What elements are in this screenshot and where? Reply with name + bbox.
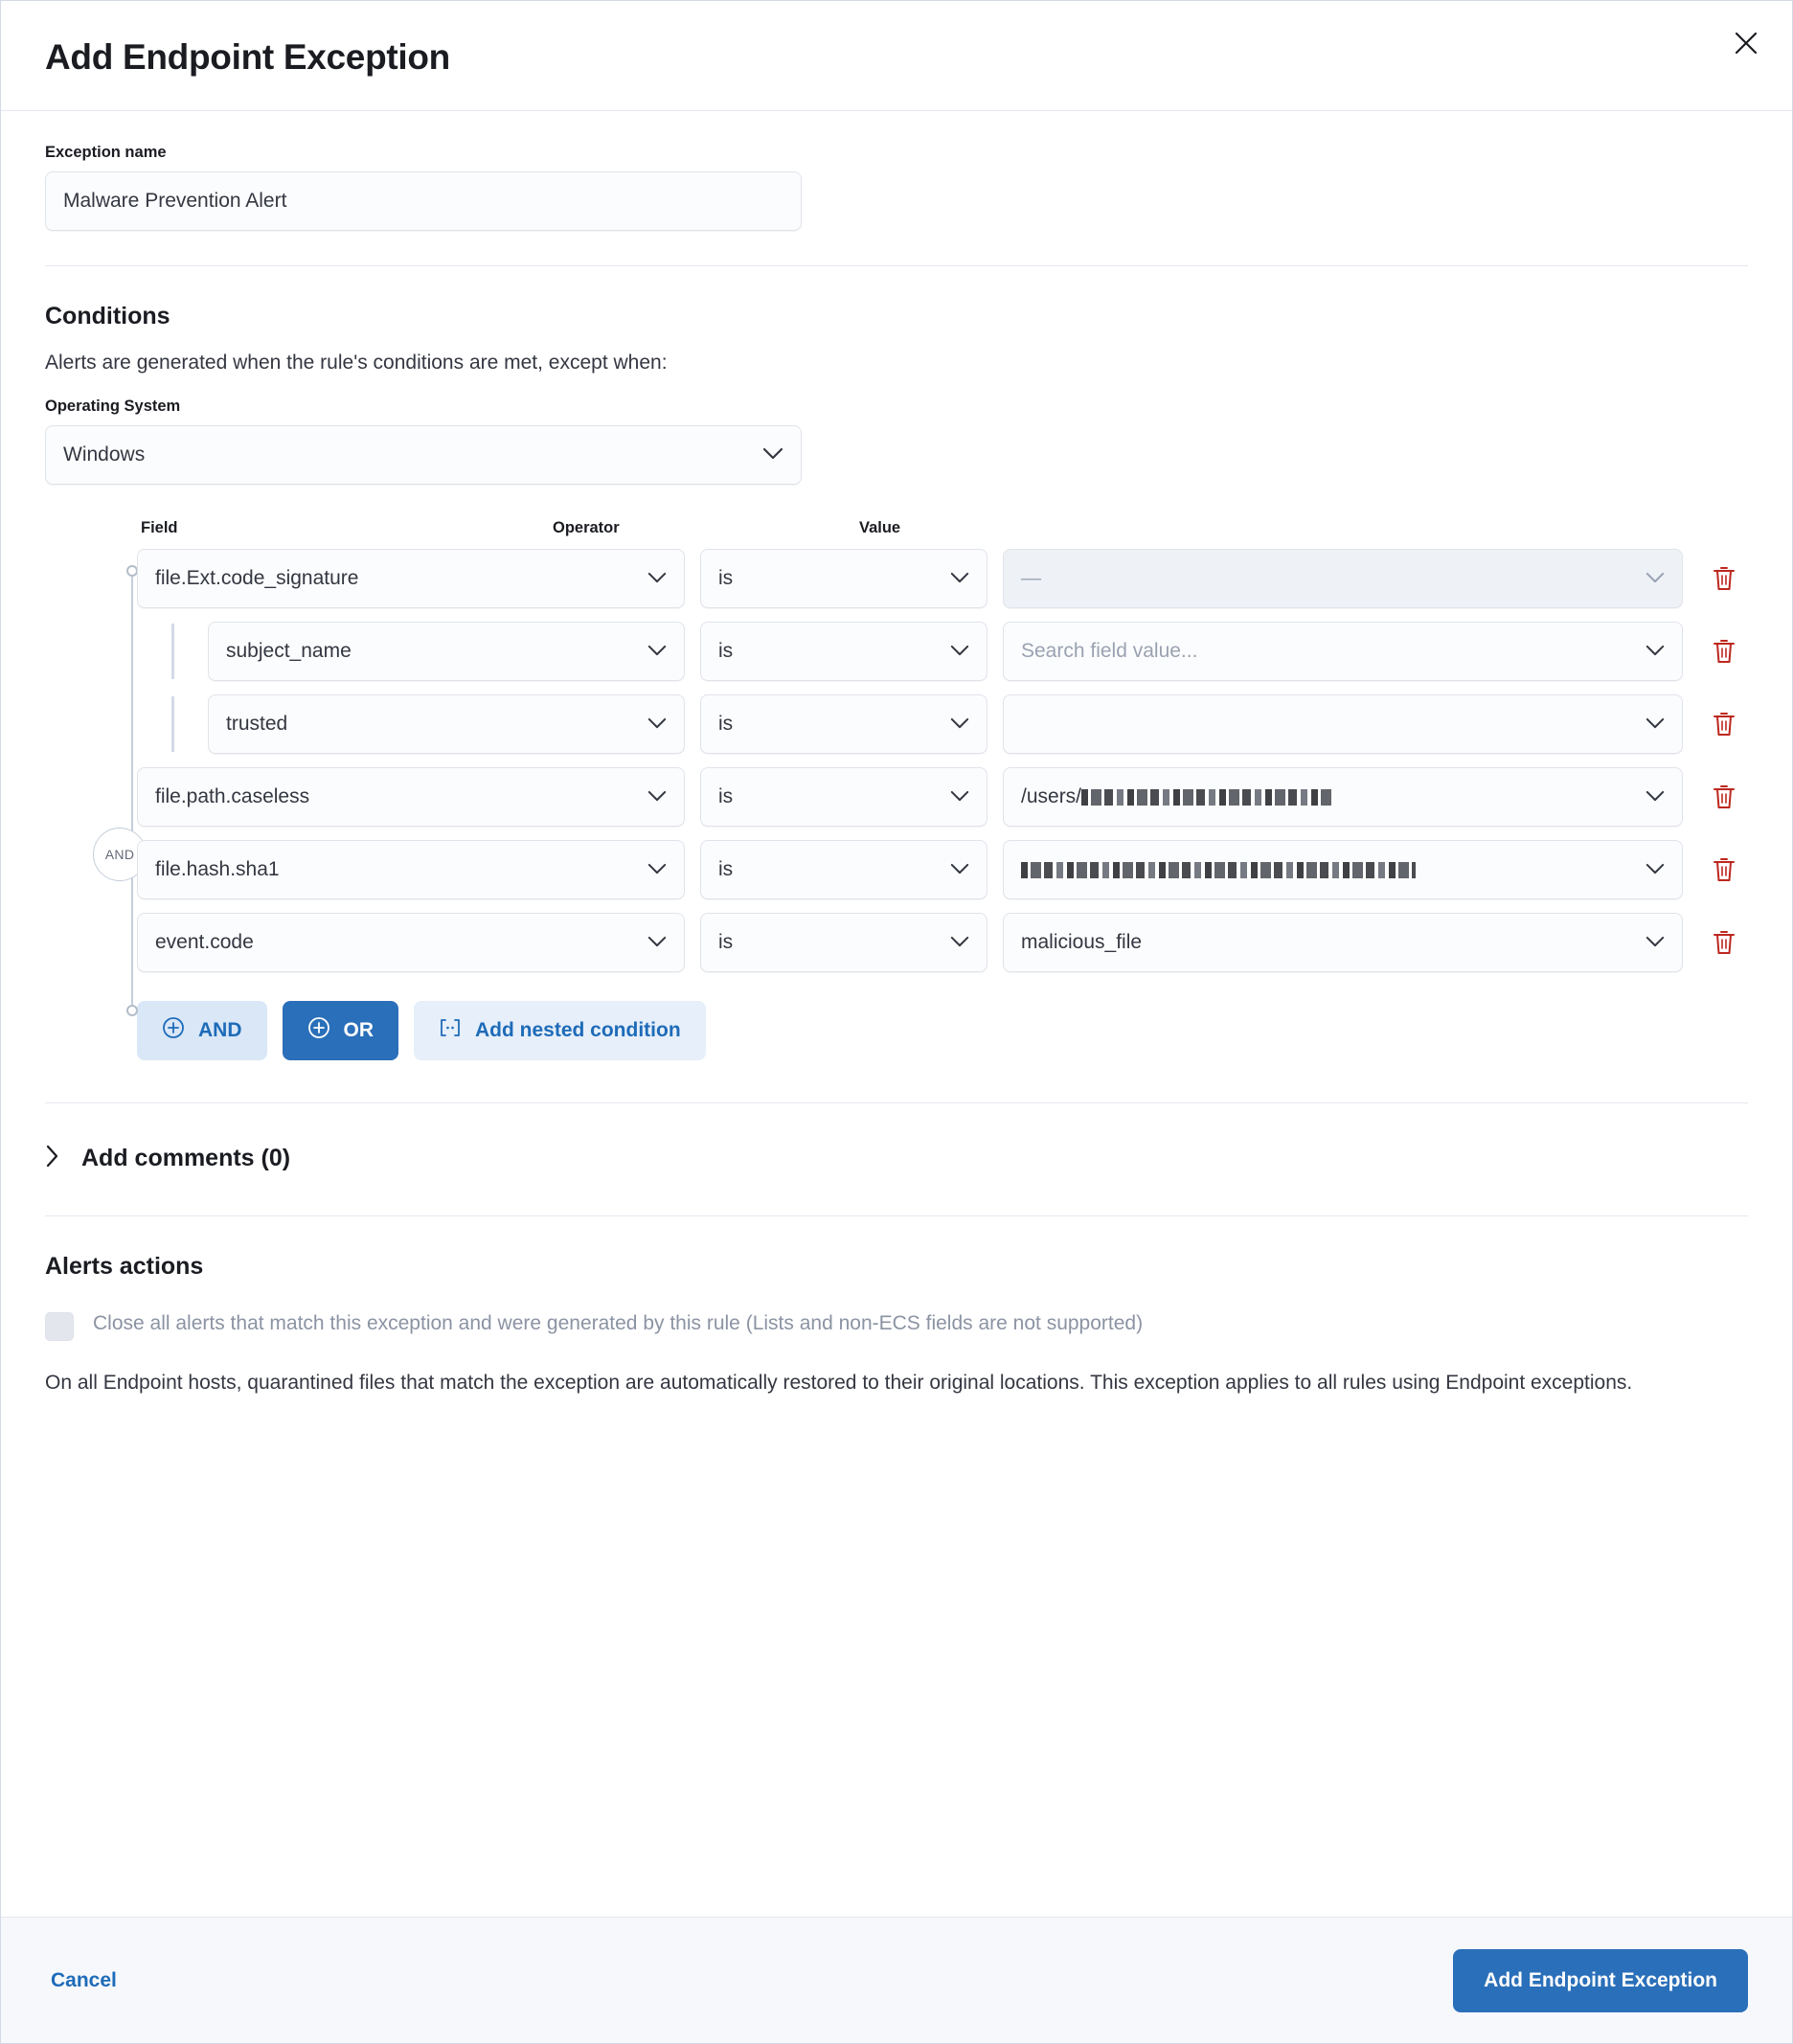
condition-operator-select[interactable]: [700, 622, 987, 681]
add-comments-label: Add comments (0): [81, 1145, 291, 1171]
page-title: Add Endpoint Exception: [45, 37, 450, 77]
chevron-down-icon: [950, 785, 969, 808]
chevron-down-icon: [647, 567, 667, 590]
condition-row-nested: [137, 622, 1748, 681]
modal-header: [1, 1, 1792, 111]
condition-value-text: —: [1021, 567, 1041, 589]
delete-condition-button[interactable]: [1700, 555, 1748, 602]
operating-system-label: Operating System: [45, 397, 181, 415]
add-nested-condition-label: Add nested condition: [475, 1019, 681, 1041]
redacted-value: [1081, 789, 1332, 806]
condition-field-select[interactable]: [137, 840, 685, 899]
condition-row: [137, 767, 1748, 827]
group-operator-badge: AND: [93, 828, 147, 881]
plus-circle-icon: [307, 1016, 330, 1045]
operating-system-select[interactable]: [45, 425, 802, 485]
chevron-down-icon: [950, 567, 969, 590]
add-and-condition-button[interactable]: [137, 1001, 267, 1060]
delete-condition-button[interactable]: [1700, 846, 1748, 894]
condition-row: [137, 549, 1748, 608]
delete-condition-button[interactable]: [1700, 627, 1748, 675]
trash-icon: [1712, 856, 1736, 883]
condition-column-headers: [137, 519, 1748, 537]
condition-row: [137, 840, 1748, 899]
condition-value-select[interactable]: [1003, 840, 1683, 899]
condition-field-value: file.Ext.code_signature: [155, 567, 359, 589]
chevron-down-icon: [1645, 713, 1665, 736]
alerts-actions-title: Alerts actions: [45, 1253, 204, 1280]
trash-icon: [1712, 784, 1736, 810]
chevron-down-icon: [1645, 640, 1665, 663]
condition-field-select[interactable]: [137, 913, 685, 972]
condition-field-value: trusted: [226, 713, 288, 735]
chevron-down-icon: [1645, 931, 1665, 954]
condition-operator-value: is: [718, 931, 734, 953]
conditions-title: Conditions: [45, 303, 170, 329]
condition-row: [137, 913, 1748, 972]
chevron-down-icon: [950, 640, 969, 663]
chevron-down-icon: [762, 443, 783, 466]
close-alerts-checkbox[interactable]: [45, 1312, 74, 1341]
condition-row-nested: [137, 694, 1748, 754]
condition-operator-select[interactable]: [700, 694, 987, 754]
trash-icon: [1712, 929, 1736, 956]
trash-icon: [1712, 638, 1736, 665]
divider-2: [45, 1102, 1748, 1103]
condition-value-select[interactable]: [1003, 694, 1683, 754]
condition-operator-value: is: [718, 858, 734, 880]
condition-operator-select[interactable]: [700, 913, 987, 972]
cancel-button[interactable]: Cancel: [45, 1968, 123, 1993]
chevron-down-icon: [647, 858, 667, 881]
condition-field-value: file.path.caseless: [155, 785, 310, 807]
chevron-down-icon: [1645, 785, 1665, 808]
condition-value-placeholder: Search field value...: [1021, 640, 1198, 662]
condition-operator-select[interactable]: [700, 549, 987, 608]
builder-actions: [137, 1001, 1748, 1060]
nested-indent-bar: [171, 624, 174, 679]
column-header-field: Field: [141, 519, 178, 536]
add-and-condition-label: AND: [198, 1019, 242, 1041]
trash-icon: [1712, 565, 1736, 592]
condition-value-select[interactable]: [1003, 913, 1683, 972]
chevron-down-icon: [950, 858, 969, 881]
divider-1: [45, 265, 1748, 266]
chevron-down-icon: [647, 640, 667, 663]
group-rail: [131, 567, 133, 1014]
exception-name-label: Exception name: [45, 144, 167, 161]
alerts-actions-note: On all Endpoint hosts, quarantined files that match the exception are automatically restored to their original locations. This exception applies to all rules using Endpoint exceptions.: [45, 1372, 1633, 1394]
redacted-value: [1021, 862, 1416, 878]
chevron-right-icon: [45, 1144, 60, 1173]
condition-field-value: subject_name: [226, 640, 352, 662]
add-or-condition-label: OR: [343, 1019, 374, 1041]
close-glyph: [1734, 31, 1759, 56]
chevron-down-icon: [950, 713, 969, 736]
condition-operator-value: is: [718, 713, 734, 735]
divider-3: [45, 1215, 1748, 1216]
condition-field-value: file.hash.sha1: [155, 858, 280, 880]
delete-condition-button[interactable]: [1700, 919, 1748, 966]
condition-field-value: event.code: [155, 931, 254, 953]
conditions-description: Alerts are generated when the rule's conditions are met, except when:: [45, 352, 668, 374]
condition-value-text: malicious_file: [1021, 931, 1143, 953]
condition-value-select[interactable]: [1003, 622, 1683, 681]
condition-field-select[interactable]: [208, 622, 685, 681]
modal-body: [1, 111, 1792, 1917]
condition-operator-select[interactable]: [700, 767, 987, 827]
condition-field-select[interactable]: [137, 767, 685, 827]
close-icon[interactable]: [1725, 22, 1767, 64]
chevron-down-icon: [647, 931, 667, 954]
condition-operator-value: is: [718, 567, 734, 589]
modal-footer: [1, 1917, 1792, 2043]
trash-icon: [1712, 711, 1736, 738]
delete-condition-button[interactable]: [1700, 700, 1748, 748]
column-header-value: Value: [859, 519, 901, 536]
exception-name-input[interactable]: [45, 171, 802, 231]
add-comments-toggle[interactable]: [45, 1144, 1748, 1173]
condition-value-select[interactable]: [1003, 767, 1683, 827]
condition-field-select[interactable]: [208, 694, 685, 754]
nested-brackets-icon: [439, 1017, 462, 1044]
condition-value-select: [1003, 549, 1683, 608]
condition-operator-value: is: [718, 785, 734, 807]
column-header-operator: Operator: [553, 519, 620, 536]
plus-circle-icon: [162, 1016, 185, 1045]
chevron-down-icon: [647, 785, 667, 808]
add-nested-condition-button[interactable]: [414, 1001, 706, 1060]
chevron-down-icon: [1645, 858, 1665, 881]
condition-operator-select[interactable]: [700, 840, 987, 899]
condition-field-select[interactable]: [137, 549, 685, 608]
close-alerts-label: Close all alerts that match this exception and were generated by this rule (Lists and non-ECS fields are not supported): [93, 1312, 1144, 1334]
rail-dot-bottom: [126, 1005, 138, 1016]
add-or-condition-button[interactable]: [283, 1001, 399, 1060]
condition-operator-value: is: [718, 640, 734, 662]
nested-indent-bar: [171, 696, 174, 752]
condition-builder: [45, 519, 1748, 1060]
close-alerts-checkbox-row[interactable]: [45, 1309, 1748, 1341]
chevron-down-icon: [950, 931, 969, 954]
condition-value-text: /users/: [1021, 785, 1082, 807]
chevron-down-icon: [647, 713, 667, 736]
operating-system-value: Windows: [63, 443, 146, 466]
chevron-down-icon: [1645, 567, 1665, 590]
delete-condition-button[interactable]: [1700, 773, 1748, 821]
add-endpoint-exception-button[interactable]: Add Endpoint Exception: [1453, 1949, 1748, 2012]
